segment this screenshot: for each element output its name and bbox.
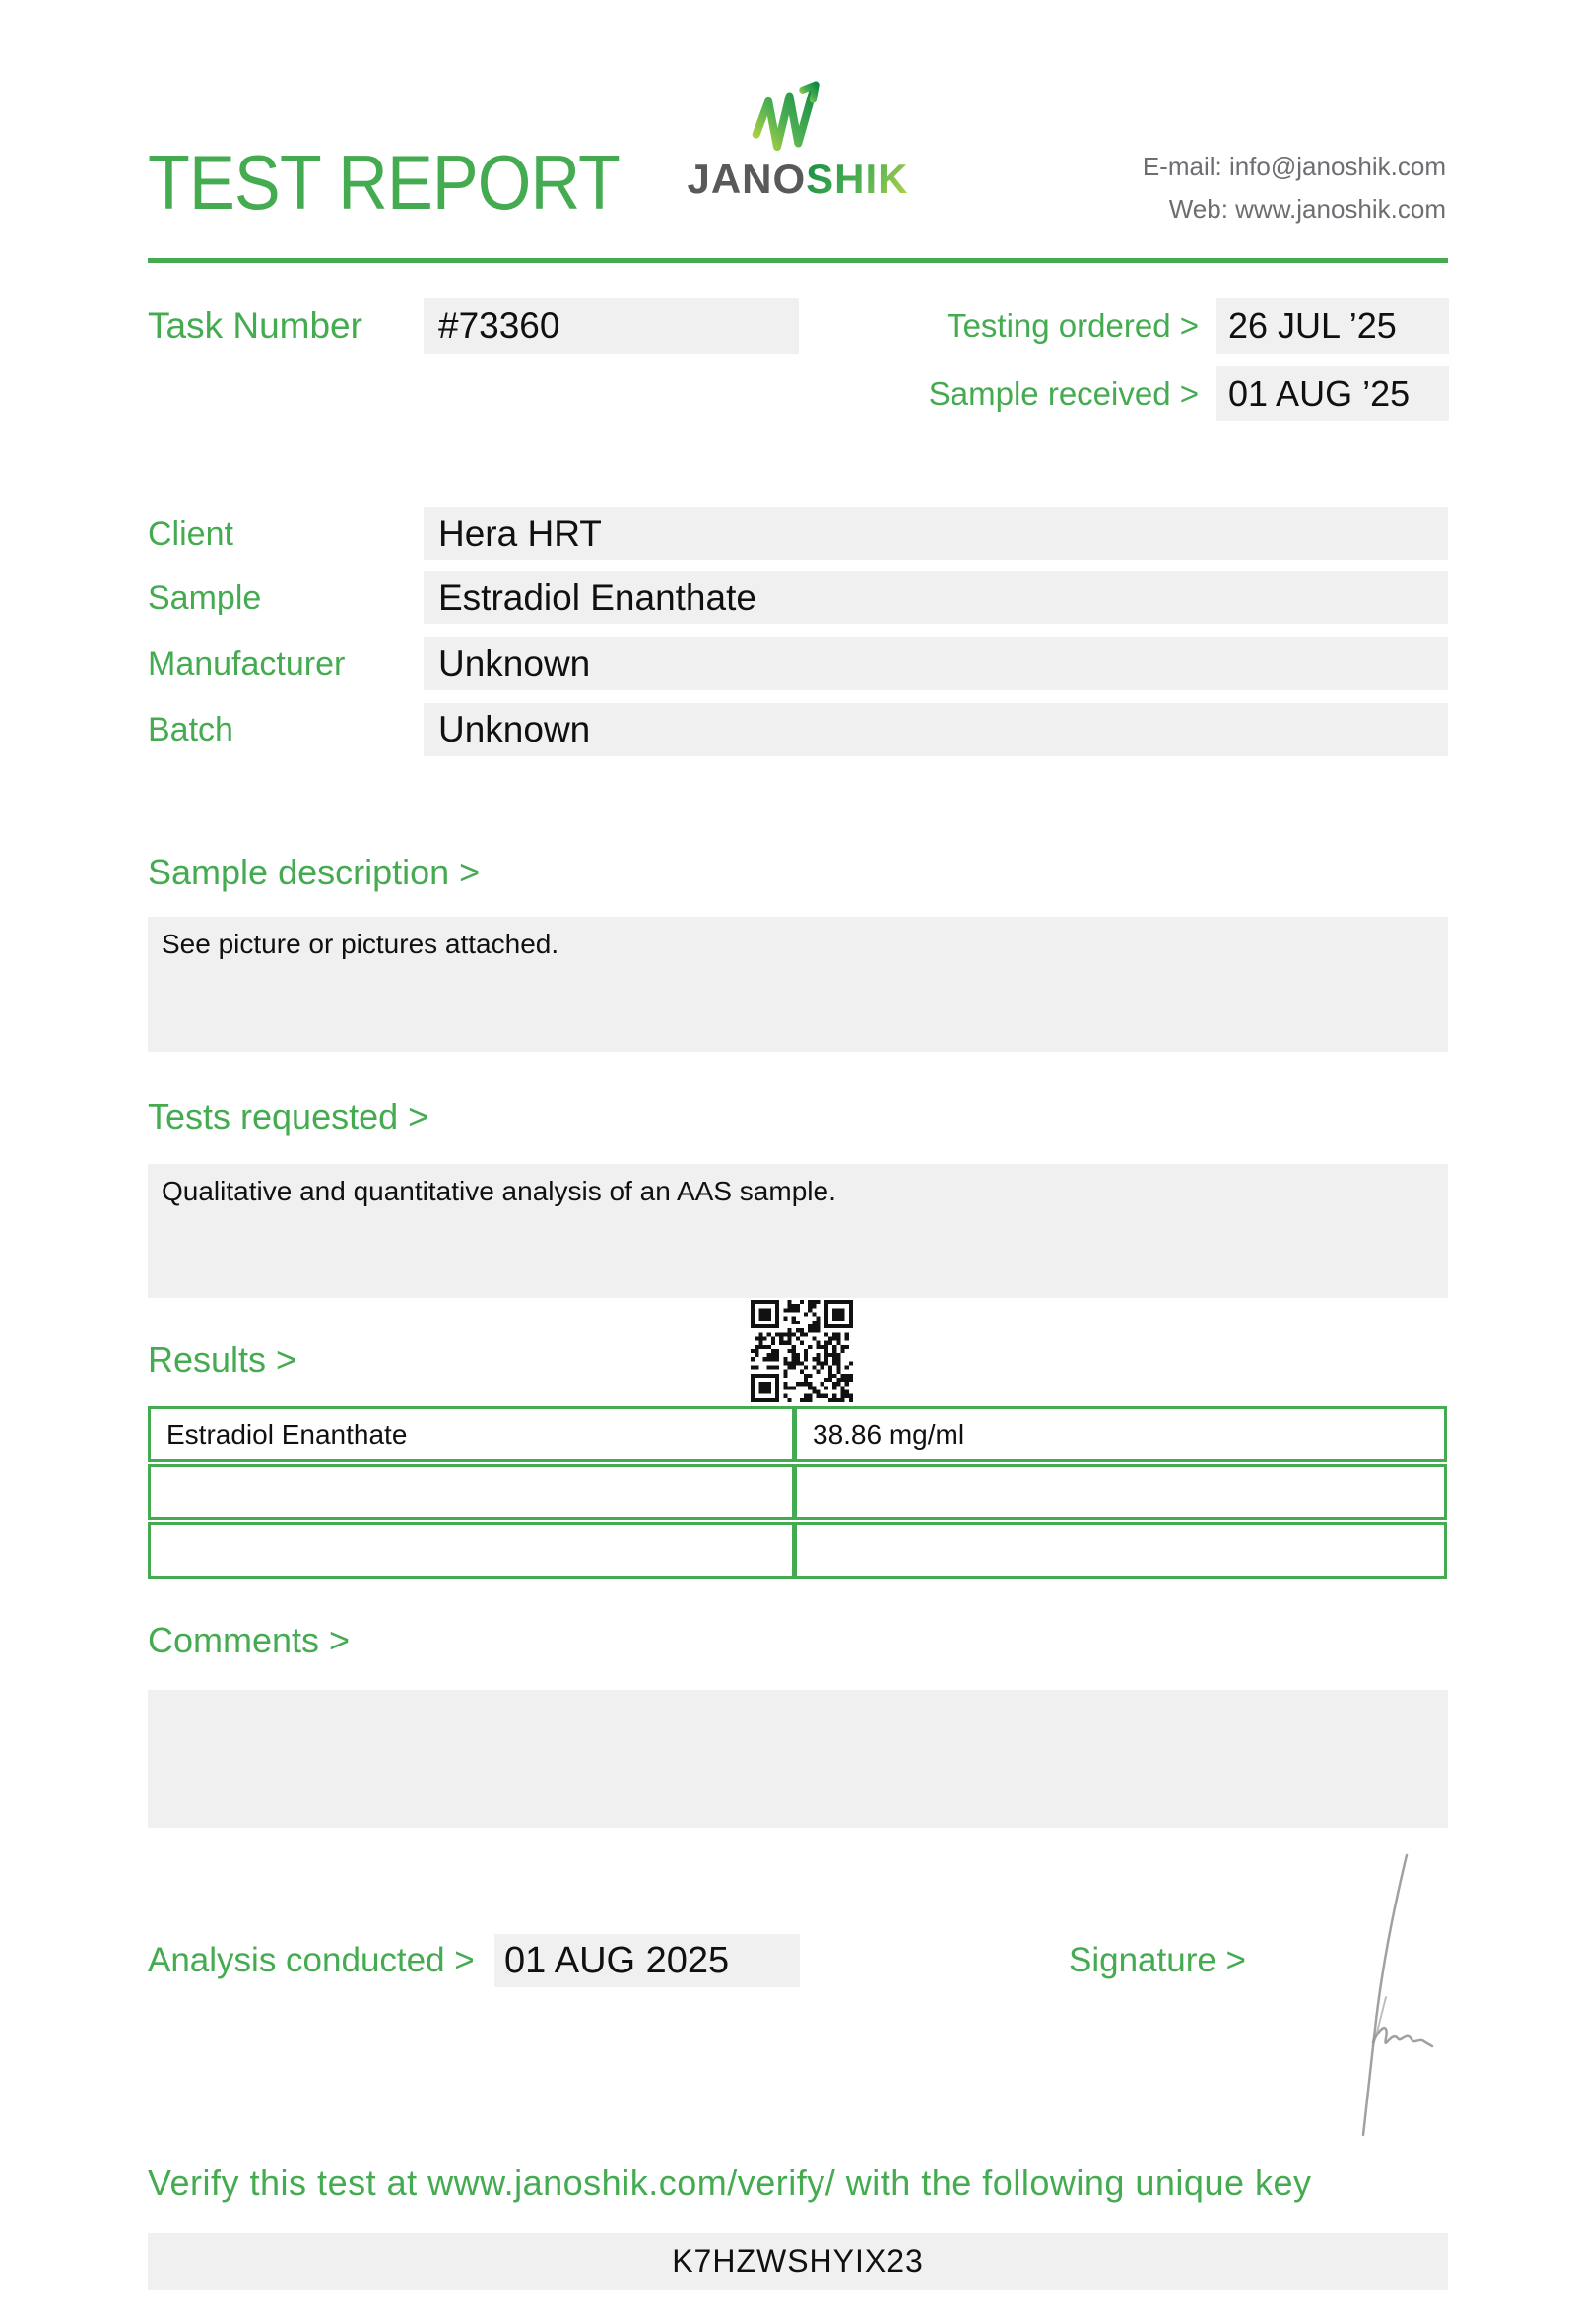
verify-key: K7HZWSHYIX23 (148, 2233, 1448, 2290)
signature-image (1290, 1849, 1438, 2145)
page-title: TEST REPORT (148, 139, 621, 226)
analysis-conducted-label: Analysis conducted > (148, 1941, 475, 1979)
client-label: Client (148, 515, 233, 552)
sample-label: Sample (148, 579, 262, 616)
verify-instructions: Verify this test at www.janoshik.com/verify/ with the following unique key (148, 2163, 1312, 2203)
results-table (148, 1406, 1448, 1581)
logo-text-jano: JANO (687, 156, 807, 202)
table-row (148, 1406, 1448, 1462)
result-value-cell (794, 1464, 1447, 1520)
comments-box (148, 1690, 1448, 1828)
logo-growth-chart-icon (746, 77, 840, 161)
logo-text-shik: SHIK (806, 156, 909, 202)
sample-value: Estradiol Enanthate (424, 571, 1448, 624)
client-value: Hera HRT (424, 507, 1448, 560)
manufacturer-label: Manufacturer (148, 645, 346, 682)
result-substance-cell (148, 1522, 795, 1579)
tests-requested-heading: Tests requested > (148, 1096, 429, 1136)
contact-email: E-mail: info@janoshik.com (1142, 152, 1446, 181)
result-value-cell: 38.86 mg/ml (794, 1406, 1447, 1462)
table-row (148, 1464, 1448, 1520)
task-number-value: #73360 (424, 298, 799, 354)
results-heading: Results > (148, 1339, 297, 1380)
contact-info (1143, 146, 1446, 230)
signature-label: Signature > (1069, 1941, 1246, 1979)
header-divider (148, 258, 1448, 263)
logo-wordmark (670, 156, 926, 203)
result-substance-cell: Estradiol Enanthate (148, 1406, 795, 1462)
sample-received-value: 01 AUG ’25 (1216, 366, 1449, 421)
table-row (148, 1522, 1448, 1579)
tests-requested-box: Qualitative and quantitative analysis of an AAS sample. (148, 1164, 1448, 1298)
batch-value: Unknown (424, 703, 1448, 756)
contact-web: Web: www.janoshik.com (1168, 194, 1446, 224)
result-value-cell (794, 1522, 1447, 1579)
analysis-conducted-value: 01 AUG 2025 (494, 1934, 800, 1987)
task-number-label: Task Number (148, 305, 362, 346)
batch-label: Batch (148, 711, 233, 748)
sample-description-box: See picture or pictures attached. (148, 917, 1448, 1052)
testing-ordered-value: 26 JUL ’25 (1216, 298, 1449, 354)
result-substance-cell (148, 1464, 795, 1520)
manufacturer-value: Unknown (424, 637, 1448, 690)
comments-heading: Comments > (148, 1620, 351, 1660)
sample-received-label: Sample received > (928, 375, 1199, 412)
sample-description-heading: Sample description > (148, 852, 481, 892)
testing-ordered-label: Testing ordered > (947, 307, 1199, 344)
qr-code (751, 1300, 853, 1402)
